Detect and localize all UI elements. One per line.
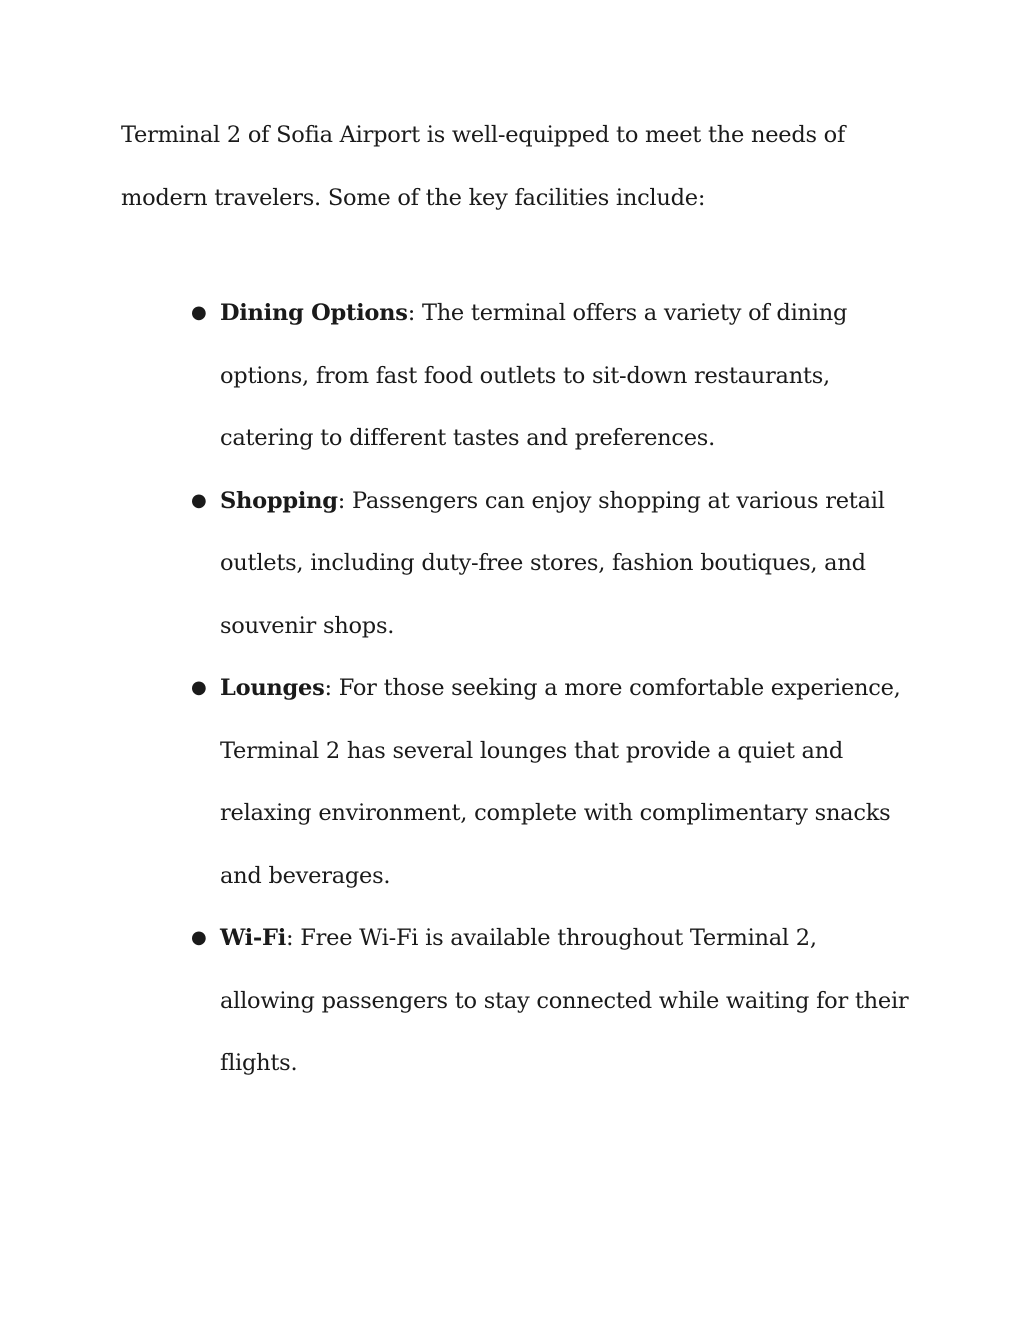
item-description-shopping: Passengers can enjoy shopping at various retail outlets, including duty-free stores, fashion boutiques, and souvenir shops. [220,487,885,639]
intro-paragraph: Terminal 2 of Sofia Airport is well-equipped to meet the needs of modern travelers. Some of the key facilities include: [121,122,846,211]
bullet-icon: ● [191,302,207,323]
item-separator: : [337,487,352,514]
facilities-list [191,282,910,1095]
item-separator: : [407,300,422,326]
bullet-icon: ● [191,677,207,698]
list-item-dining [191,282,910,470]
item-description-lounges: For those seeking a more comfortable experience, Terminal 2 has several lounges that provide a quiet and relaxing environment, complete with complimentary snacks and beverages. [220,675,901,889]
bullet-icon: ● [191,489,207,511]
list-item-shopping [191,470,910,658]
item-description-dining: The terminal offers a variety of dining options, from fast food outlets to sit-down restaurants, catering to different tastes and preferences. [220,300,848,451]
bullet-icon: ● [191,927,207,948]
item-title-shopping: Shopping [220,487,338,514]
item-title-lounges: Lounges [220,675,325,701]
item-title-wifi: Wi-Fi [220,925,287,951]
item-description-wifi: Free Wi-Fi is available throughout Terminal 2, allowing passengers to stay connected while waiting for their flights. [220,925,909,1076]
item-title-dining: Dining Options [220,300,408,326]
item-separator: : [286,925,301,951]
item-separator: : [324,675,339,701]
list-item-wifi [191,907,910,1095]
list-item-lounges [191,657,910,907]
